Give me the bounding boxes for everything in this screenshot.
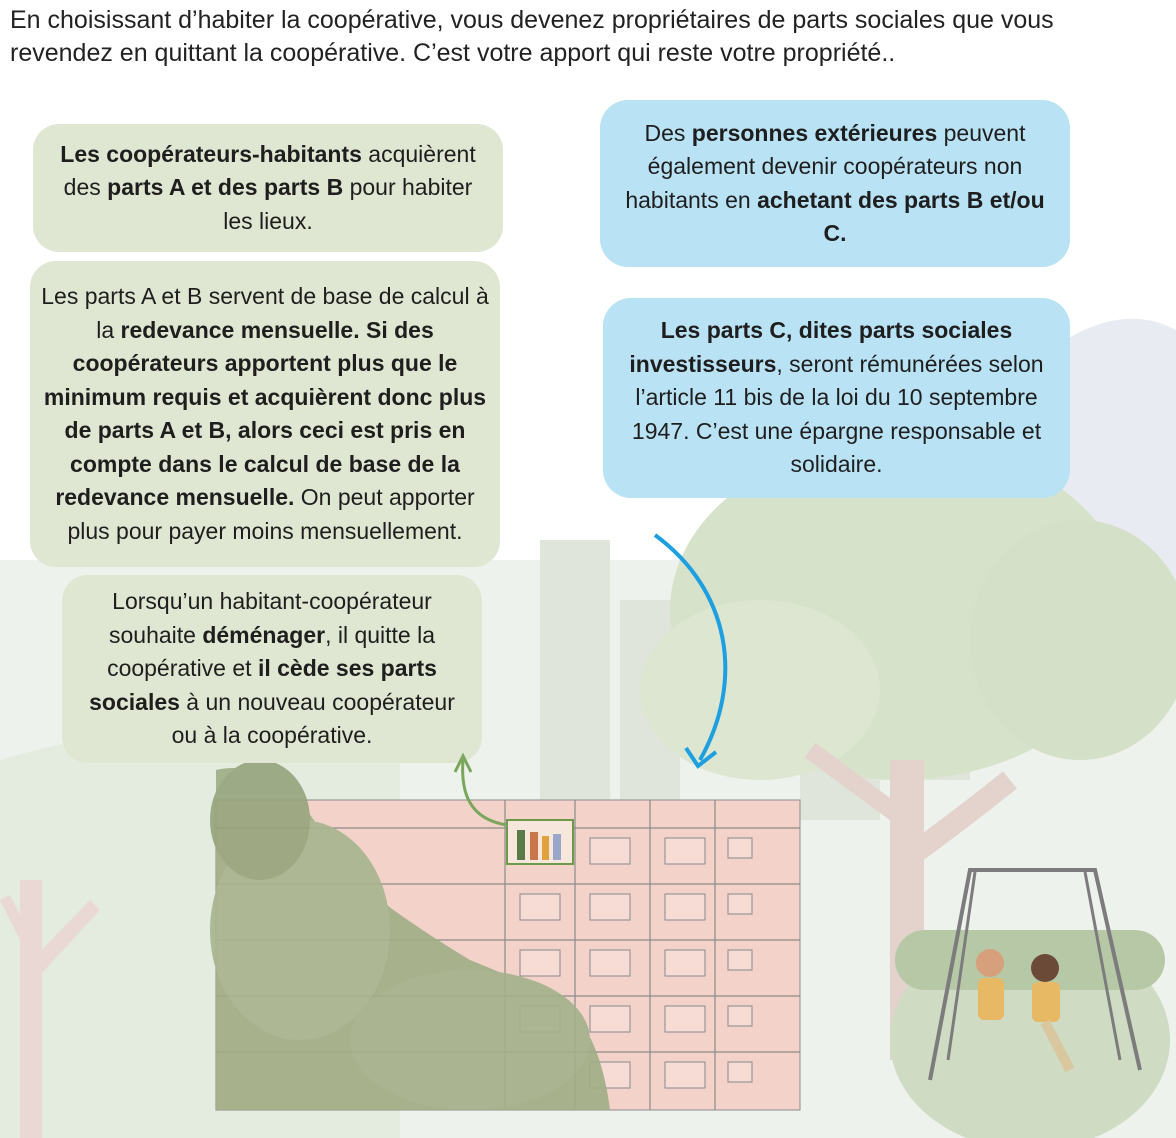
text-segment: On peut apporter plus pour payer moins mensuellement.: [67, 484, 475, 544]
intro-text: En choisissant d’habiter la coopérative, vous devenez propriétaires de parts sociales que vous revendez en quittant la coopérative. C’est votre apport qui reste votre propriété..: [10, 6, 1054, 67]
bubble-text: [80, 585, 464, 753]
text-segment: peuvent également devenir coopérateurs non habitants en: [625, 119, 1026, 213]
bold-text-segment: Les parts C, dites parts sociales investisseurs: [629, 317, 1013, 377]
bubble-cooperateurs-habitants: [33, 124, 503, 252]
bubble-personnes-exterieures: [600, 100, 1070, 267]
bold-text-segment: déménager: [202, 621, 326, 648]
text-segment: Des: [644, 119, 692, 146]
bubble-text: [623, 314, 1050, 482]
text-segment: acquièrent des: [63, 140, 476, 201]
text-segment: Lorsqu’un habitant-coopérateur souhaite: [108, 588, 432, 648]
bubble-text: [59, 138, 477, 239]
bold-text-segment: personnes extérieures: [691, 119, 938, 146]
bold-text-segment: redevance mensuelle. Si des coopérateurs apportent plus que le minimum requis et acquièrent donc plus de parts A et B, alors ceci est pris en compte dans le calcul de base de la redevance mensuelle.: [43, 316, 487, 510]
bold-text-segment: il cède ses parts sociales: [89, 655, 437, 715]
text-segment: Les parts A et B servent de base de calcul à la: [41, 283, 489, 343]
bubble-parts-c: [603, 298, 1070, 498]
bold-text-segment: Les coopérateurs-habitants: [60, 140, 362, 167]
bold-text-segment: parts A et des parts B: [107, 174, 344, 201]
bubble-demenager: [62, 575, 482, 763]
bubble-redevance-mensuelle: [30, 261, 500, 567]
bubble-text: [40, 280, 490, 548]
bold-text-segment: achetant des parts B et/ou C.: [757, 186, 1045, 246]
text-segment: , il quitte la coopérative et: [107, 621, 436, 682]
text-segment: à un nouveau coopérateur ou à la coopérative.: [171, 688, 455, 749]
bubble-text: [622, 117, 1048, 251]
text-segment: pour habiter les lieux.: [223, 174, 473, 234]
text-segment: , seront rémunérées selon l’article 11 bis de la loi du 10 septembre 1947. C’est une épargne responsable et solidaire.: [631, 350, 1044, 478]
